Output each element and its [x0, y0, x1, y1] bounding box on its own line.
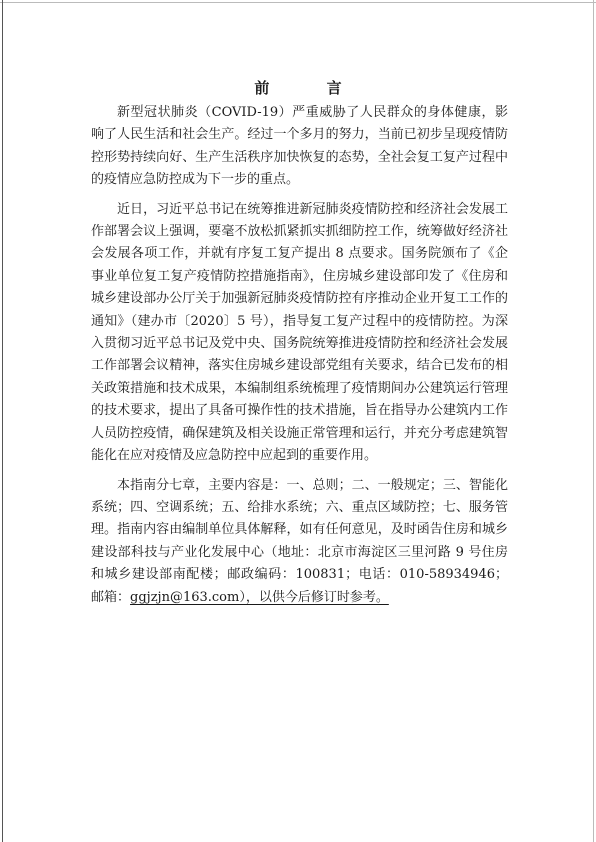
page-left-edge: [2, 0, 3, 842]
document-body: [91, 102, 508, 616]
page-top-edge: [0, 2, 596, 3]
paragraph-2: 近日，习近平总书记在统筹推进新冠肺炎疫情防控和经济社会发展工作部署会议上强调，要毫不放松抓紧抓实抓细防控工作，统筹做好经济社会发展各项工作，并就有序复工复产提出 8 点要求。国务院颁布了《企事业单位复工复产疫情防控措施指南》，住房城乡建设部印发了《住房和城乡建设部办公厅关于加强新冠肺炎疫情防控有序推动企业开复工工作的通知》（建办市〔2020〕5 号），指导复工复产过程中的疫情防控。为深入贯彻习近平总书记及党中央、国务院统筹推进疫情防控和经济社会发展工作部署会议精神，落实住房城乡建设部党组有关要求，结合已发布的相关政策措施和技术成果，本编制组系统梳理了疫情期间办公建筑运行管理的技术要求，提出了具备可操作性的技术措施，旨在指导办公建筑内工作人员防控疫情，确保建筑及相关设施正常管理和运行，并充分考虑建筑智能化在应对疫情及应急防控中应起到的重要作用。: [91, 201, 508, 464]
paragraph-3-underlined-text: ggjzjn@163.com），以供今后修订时参考。: [130, 589, 389, 605]
page-title: 前 言: [254, 79, 368, 97]
paragraph-1: 新型冠状肺炎（COVID-19）严重威胁了人民群众的身体健康，影响了人民生活和社会生产。经过一个多月的努力，当前已初步呈现疫情防控形势持续向好、生产生活秩序加快恢复的态势，全社会复工复产过程中的疫情应急防控成为下一步的重点。: [91, 105, 508, 188]
paragraph-3-text: 本指南分七章，主要内容是：一、总则；二、一般规定；三、智能化系统；四、空调系统；五、给排水系统；六、重点区域防控；七、服务管理。指南内容由编制单位具体解释，如有任何意见，及时函告住房和城乡建设部科技与产业化发展中心（地址：北京市海淀区三里河路 9 号住房和城乡建设部南配楼；邮政编码：100831；电话：010-58934946；邮箱：: [91, 477, 508, 605]
paragraph-3: [91, 475, 508, 609]
page-right-edge: [593, 0, 594, 842]
